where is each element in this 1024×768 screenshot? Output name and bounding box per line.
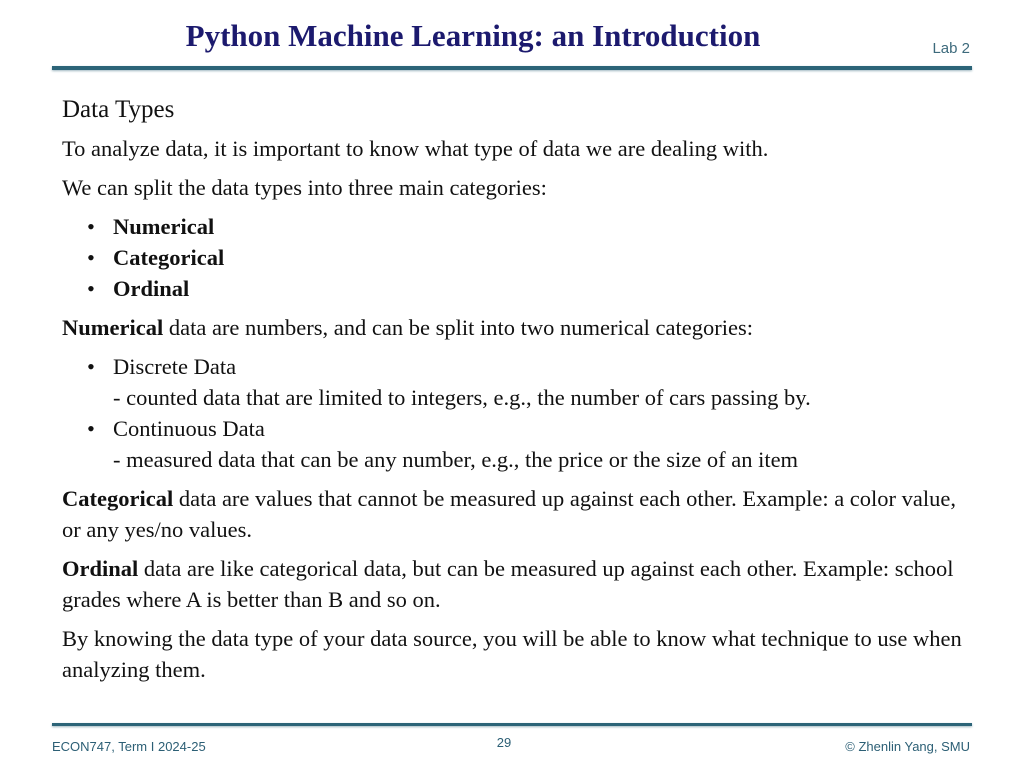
list-item <box>87 351 972 413</box>
ordinal-term: Ordinal <box>62 556 139 581</box>
bullet-icon: • <box>87 245 95 270</box>
header-divider <box>52 66 972 70</box>
page-number: 29 <box>496 735 512 750</box>
continuous-data-description: - measured data that can be any number, e.g., the price or the size of an item <box>113 447 799 472</box>
continuous-data-label: Continuous Data <box>113 416 265 441</box>
numerical-paragraph <box>62 312 972 343</box>
bullet-icon: • <box>87 214 95 239</box>
categorical-term: Categorical <box>62 486 174 511</box>
ordinal-paragraph <box>62 553 972 615</box>
list-item <box>87 211 972 242</box>
discrete-data-description: - counted data that are limited to integers, e.g., the number of cars passing by. <box>113 385 811 410</box>
ordinal-text: data are like categorical data, but can be measured up against each other. Example: school grades where A is better than B and so on. <box>62 556 954 612</box>
intro-paragraph-1: To analyze data, it is important to know what type of data we are dealing with. <box>62 136 769 161</box>
category-categorical: Categorical <box>113 245 225 270</box>
bullet-icon: • <box>87 354 95 379</box>
footer-copyright: © Zhenlin Yang, SMU <box>845 739 970 754</box>
footer-divider <box>52 723 972 726</box>
numerical-type-list <box>62 351 972 475</box>
category-numerical: Numerical <box>113 214 215 239</box>
category-ordinal: Ordinal <box>113 276 190 301</box>
list-item <box>87 242 972 273</box>
category-list <box>62 211 972 304</box>
section-heading: Data Types <box>62 96 175 123</box>
slide-title: Python Machine Learning: an Introduction <box>185 18 761 53</box>
footer-course: ECON747, Term I 2024-25 <box>52 739 206 754</box>
numerical-term: Numerical <box>62 315 164 340</box>
categorical-paragraph <box>62 483 972 545</box>
lab-label: Lab 2 <box>932 40 970 57</box>
bullet-icon: • <box>87 276 95 301</box>
discrete-data-label: Discrete Data <box>113 354 237 379</box>
categorical-text: data are values that cannot be measured up against each other. Example: a color value, or any yes/no values. <box>62 486 957 542</box>
closing-paragraph: By knowing the data type of your data source, you will be able to know what technique to use when analyzing them. <box>62 626 962 682</box>
bullet-icon: • <box>87 416 95 441</box>
slide-content <box>62 94 972 693</box>
numerical-text: data are numbers, and can be split into two numerical categories: <box>163 315 754 340</box>
list-item <box>87 273 972 304</box>
list-item <box>87 413 972 475</box>
intro-paragraph-2: We can split the data types into three main categories: <box>62 175 547 200</box>
